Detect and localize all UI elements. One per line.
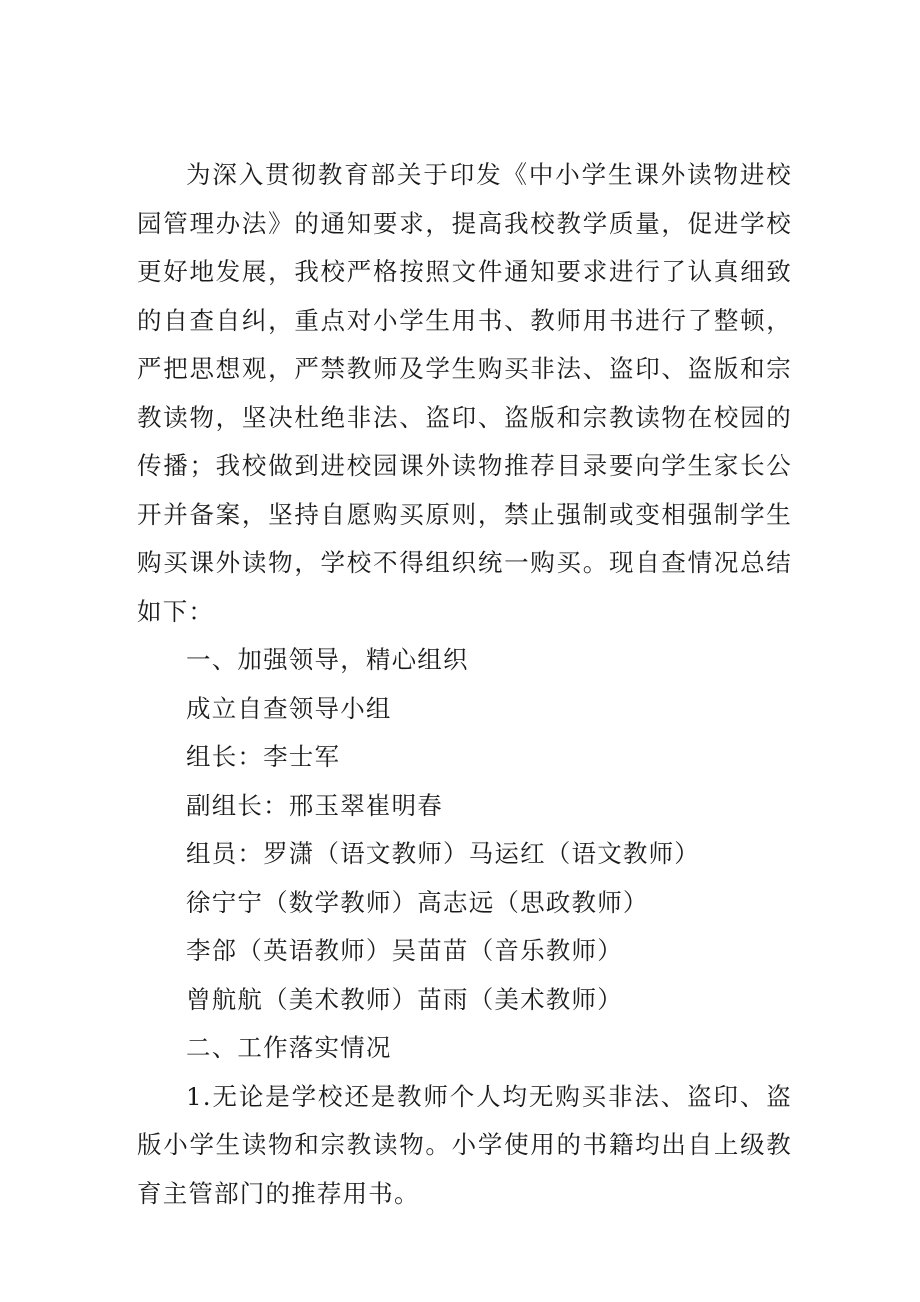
- section-heading-implementation: 二、工作落实情况: [186, 1033, 392, 1062]
- document-body: [137, 151, 792, 1218]
- group-deputy-leader: 副组长：邢玉翠崔明春: [186, 790, 443, 820]
- intro-paragraph: 为深入贯彻教育部关于印发《中小学生课外读物进校园管理办法》的通知要求，提高我校教学质量，促进学校更好地发展，我校严格按照文件通知要求进行了认真细致的自查自纠，重点对小学生用书、教师用书进行了整顿，严把思想观，严禁教师及学生购买非法、盗印、盗版和宗教读物，坚决杜绝非法、盗印、盗版和宗教读物在校园的传播；我校做到进校园课外读物推荐目录要向学生家长公开并备案，坚持自愿购买原则，禁止强制或变相强制学生购买课外读物，学校不得组织统一购买。现自查情况总结如下：: [137, 160, 792, 626]
- group-members-line: 曾航航（美术教师）苗雨（美术教师）: [186, 984, 623, 1014]
- section-heading-leadership: 一、加强领导，精心组织: [186, 645, 469, 674]
- group-members-line: 徐宁宁（数学教师）高志远（思政教师）: [186, 887, 649, 917]
- group-members-line: 李郃（英语教师）吴苗苗（音乐教师）: [186, 936, 623, 965]
- group-members-line: 组员：罗潇（语文教师）马运红（语文教师）: [186, 839, 700, 868]
- group-title: 成立自查领导小组: [186, 693, 392, 723]
- implementation-item-1: 1.无论是学校还是教师个人均无购买非法、盗印、盗版小学生读物和宗教读物。小学使用的书籍均出自上级教育主管部门的推荐用书。: [137, 1081, 792, 1208]
- group-leader: 组长：李士军: [186, 742, 341, 771]
